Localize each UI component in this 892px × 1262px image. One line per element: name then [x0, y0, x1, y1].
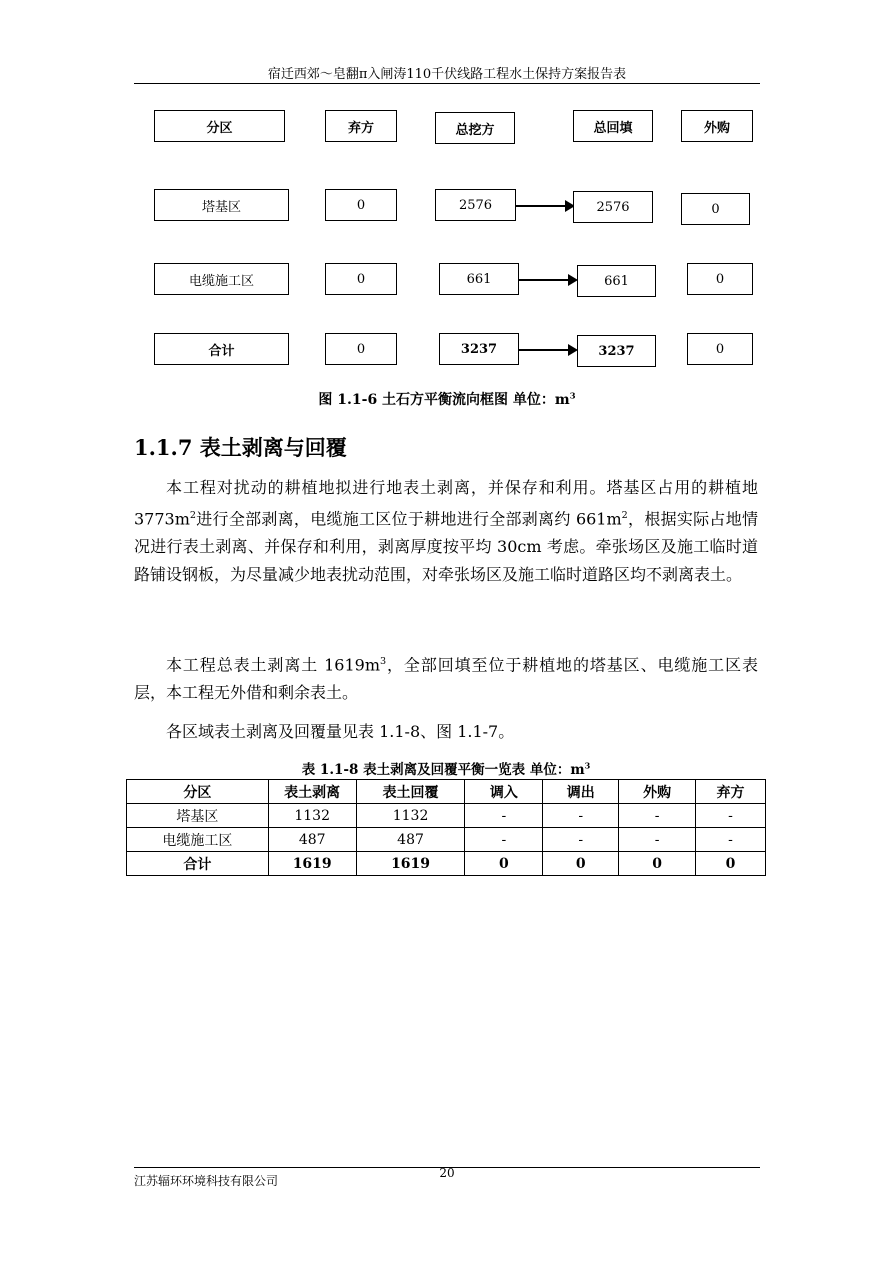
paragraph-text: 进行全部剥离，电缆施工区位于耕地进行全部剥离约 661m [196, 509, 622, 529]
table-caption [126, 758, 766, 778]
unit-exponent: 2 [621, 510, 628, 521]
table-cell: 487 [356, 828, 465, 852]
table-cell: - [465, 828, 543, 852]
diagram-flow-arrow [519, 349, 576, 351]
unit-exponent: 2 [189, 510, 196, 521]
diagram-zone-box: 塔基区 [154, 189, 289, 221]
figure-caption [134, 389, 760, 409]
diagram-excavation-box: 3237 [439, 333, 519, 365]
diagram-fill-box: 2576 [573, 191, 653, 223]
diagram-flow-arrow [516, 205, 573, 207]
diagram-header-purchase: 外购 [681, 110, 753, 142]
table-cell: - [696, 828, 766, 852]
diagram-header-zone: 分区 [154, 110, 285, 142]
header-divider [134, 83, 760, 84]
table-header-row [127, 780, 766, 804]
table-header-cell: 弃方 [696, 780, 766, 804]
table-cell: - [619, 804, 696, 828]
paragraph-text: ，根据实际占地情况进行表土剥离、并保存和利用，剥离厚度按平均 30cm 考虑。牵张场区及施工临时道路铺设钢板，为尽量减少地表扰动范围，对牵张场区及施工临时道路区均不剥离表土。 [134, 509, 758, 585]
table-caption-unit-exponent: 3 [584, 760, 591, 771]
table-cell: 1619 [356, 852, 465, 876]
table-cell: 1132 [268, 804, 356, 828]
table-cell: 487 [268, 828, 356, 852]
table-header-cell: 分区 [127, 780, 269, 804]
topsoil-balance-table [126, 779, 766, 876]
diagram-purchase-box: 0 [687, 333, 753, 365]
table-cell: 电缆施工区 [127, 828, 269, 852]
table-caption-text: 表 1.1-8 表土剥离及回覆平衡一览表 单位：m [301, 762, 585, 778]
diagram-header-fill: 总回填 [573, 110, 653, 142]
table-cell: 0 [465, 852, 543, 876]
paragraph-text: ，全部回填至位于耕植地的塔基区、电缆施工区表层，本工程无外借和剩余表土。 [134, 655, 758, 703]
diagram-header-waste: 弃方 [325, 110, 397, 142]
table-header-cell: 调入 [465, 780, 543, 804]
table-cell: 1619 [268, 852, 356, 876]
table-header-cell: 表土剥离 [268, 780, 356, 804]
diagram-excavation-box: 661 [439, 263, 519, 295]
figure-caption-text: 图 1.1-6 土石方平衡流向框图 单位：m [318, 392, 570, 408]
table-cell: 0 [619, 852, 696, 876]
table-row [127, 804, 766, 828]
diagram-zone-box: 电缆施工区 [154, 263, 289, 295]
figure-caption-unit-exponent: 3 [569, 390, 576, 401]
paragraph-topsoil-total [134, 648, 758, 707]
diagram-fill-box: 661 [577, 265, 656, 297]
table-header-cell: 表土回覆 [356, 780, 465, 804]
paragraph-text: 本工程总表土剥离土 1619m [166, 655, 381, 675]
table-cell: - [465, 804, 543, 828]
table-cell: - [619, 828, 696, 852]
diagram-zone-box: 合计 [154, 333, 289, 365]
diagram-waste-box: 0 [325, 189, 397, 221]
table-header-cell: 外购 [619, 780, 696, 804]
unit-exponent: 3 [380, 656, 387, 667]
table-cell: - [696, 804, 766, 828]
footer-company: 江苏辐环环境科技有限公司 [134, 1174, 279, 1188]
table-header-cell: 调出 [543, 780, 619, 804]
diagram-waste-box: 0 [325, 263, 397, 295]
paragraph-table-reference: 各区域表土剥离及回覆量见表 1.1-8、图 1.1-7。 [166, 722, 515, 741]
diagram-fill-box: 3237 [577, 335, 656, 367]
table-cell: 0 [696, 852, 766, 876]
paragraph-text: 本工程对扰动的耕植地拟进行地表土剥离，并保存和利用。塔基区占用的耕植地 3773m [134, 478, 758, 529]
diagram-waste-box: 0 [325, 333, 397, 365]
table-total-row [127, 852, 766, 876]
table-cell: 1132 [356, 804, 465, 828]
diagram-excavation-box: 2576 [435, 189, 516, 221]
diagram-purchase-box: 0 [687, 263, 753, 295]
table-cell: - [543, 804, 619, 828]
page-number: 20 [439, 1166, 455, 1180]
diagram-header-excavation: 总挖方 [435, 112, 515, 144]
diagram-purchase-box: 0 [681, 193, 750, 225]
table-row [127, 828, 766, 852]
diagram-flow-arrow [519, 279, 576, 281]
header-title: 宿迁西郊～皂翻π入闸涛110千伏线路工程水土保持方案报告表 [267, 67, 627, 82]
table-cell: 0 [543, 852, 619, 876]
table-cell: 塔基区 [127, 804, 269, 828]
table-cell: - [543, 828, 619, 852]
table-cell: 合计 [127, 852, 269, 876]
paragraph-topsoil-stripping [134, 474, 758, 589]
section-heading: 1.1.7 表土剥离与回覆 [134, 435, 347, 460]
